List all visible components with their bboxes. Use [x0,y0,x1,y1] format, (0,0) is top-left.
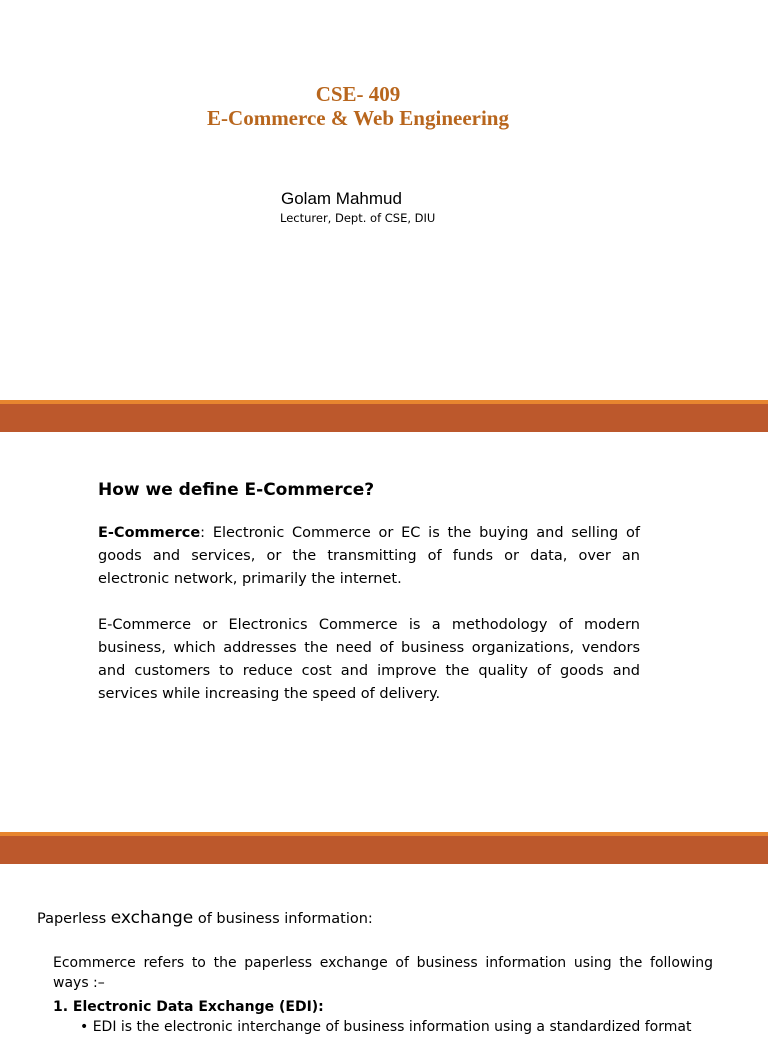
definition-term: E-Commerce [98,525,201,541]
paperless-heading-pre: Paperless [37,911,111,927]
paperless-heading-emphasis: exchange [110,908,194,928]
title-slide [0,0,768,400]
slide-divider-highlight [0,832,768,836]
list-subitem: • EDI is the electronic interchange of business information using a standardized format [80,1019,692,1035]
lecturer-name: Golam Mahmud [281,189,402,208]
course-code: CSE- 409 [315,82,401,106]
definition-heading: How we define E-Commerce? [98,480,375,500]
paperless-paragraph: Ecommerce refers to the paperless exchange of business information using the following ways :– [53,955,713,991]
slide-divider-band [0,400,768,432]
slide-divider-band [0,832,768,864]
paperless-heading-post: of business information: [193,911,373,927]
list-item: 1. Electronic Data Exchange (EDI): [53,999,324,1015]
lecturer-role: Lecturer, Dept. of CSE, DIU [280,211,436,225]
definition-slide [0,432,768,832]
definition-paragraph-2: E-Commerce or Electronics Commerce is a methodology of modern business, which addresses the need of business organizations, vendors and customers to reduce cost and improve the quality of goods and services while increasing the speed of delivery. [98,617,640,702]
slide-divider-highlight [0,400,768,404]
paperless-heading [37,906,373,931]
definition-paragraph-1 [98,522,640,591]
definition-text: : Electronic Commerce or EC is the buying and selling of goods and services, or the transmitting of funds or data, over an electronic network, primarily the internet. [98,525,640,587]
course-title: E-Commerce & Web Engineering [207,106,509,130]
paperless-exchange-slide [0,864,768,1035]
